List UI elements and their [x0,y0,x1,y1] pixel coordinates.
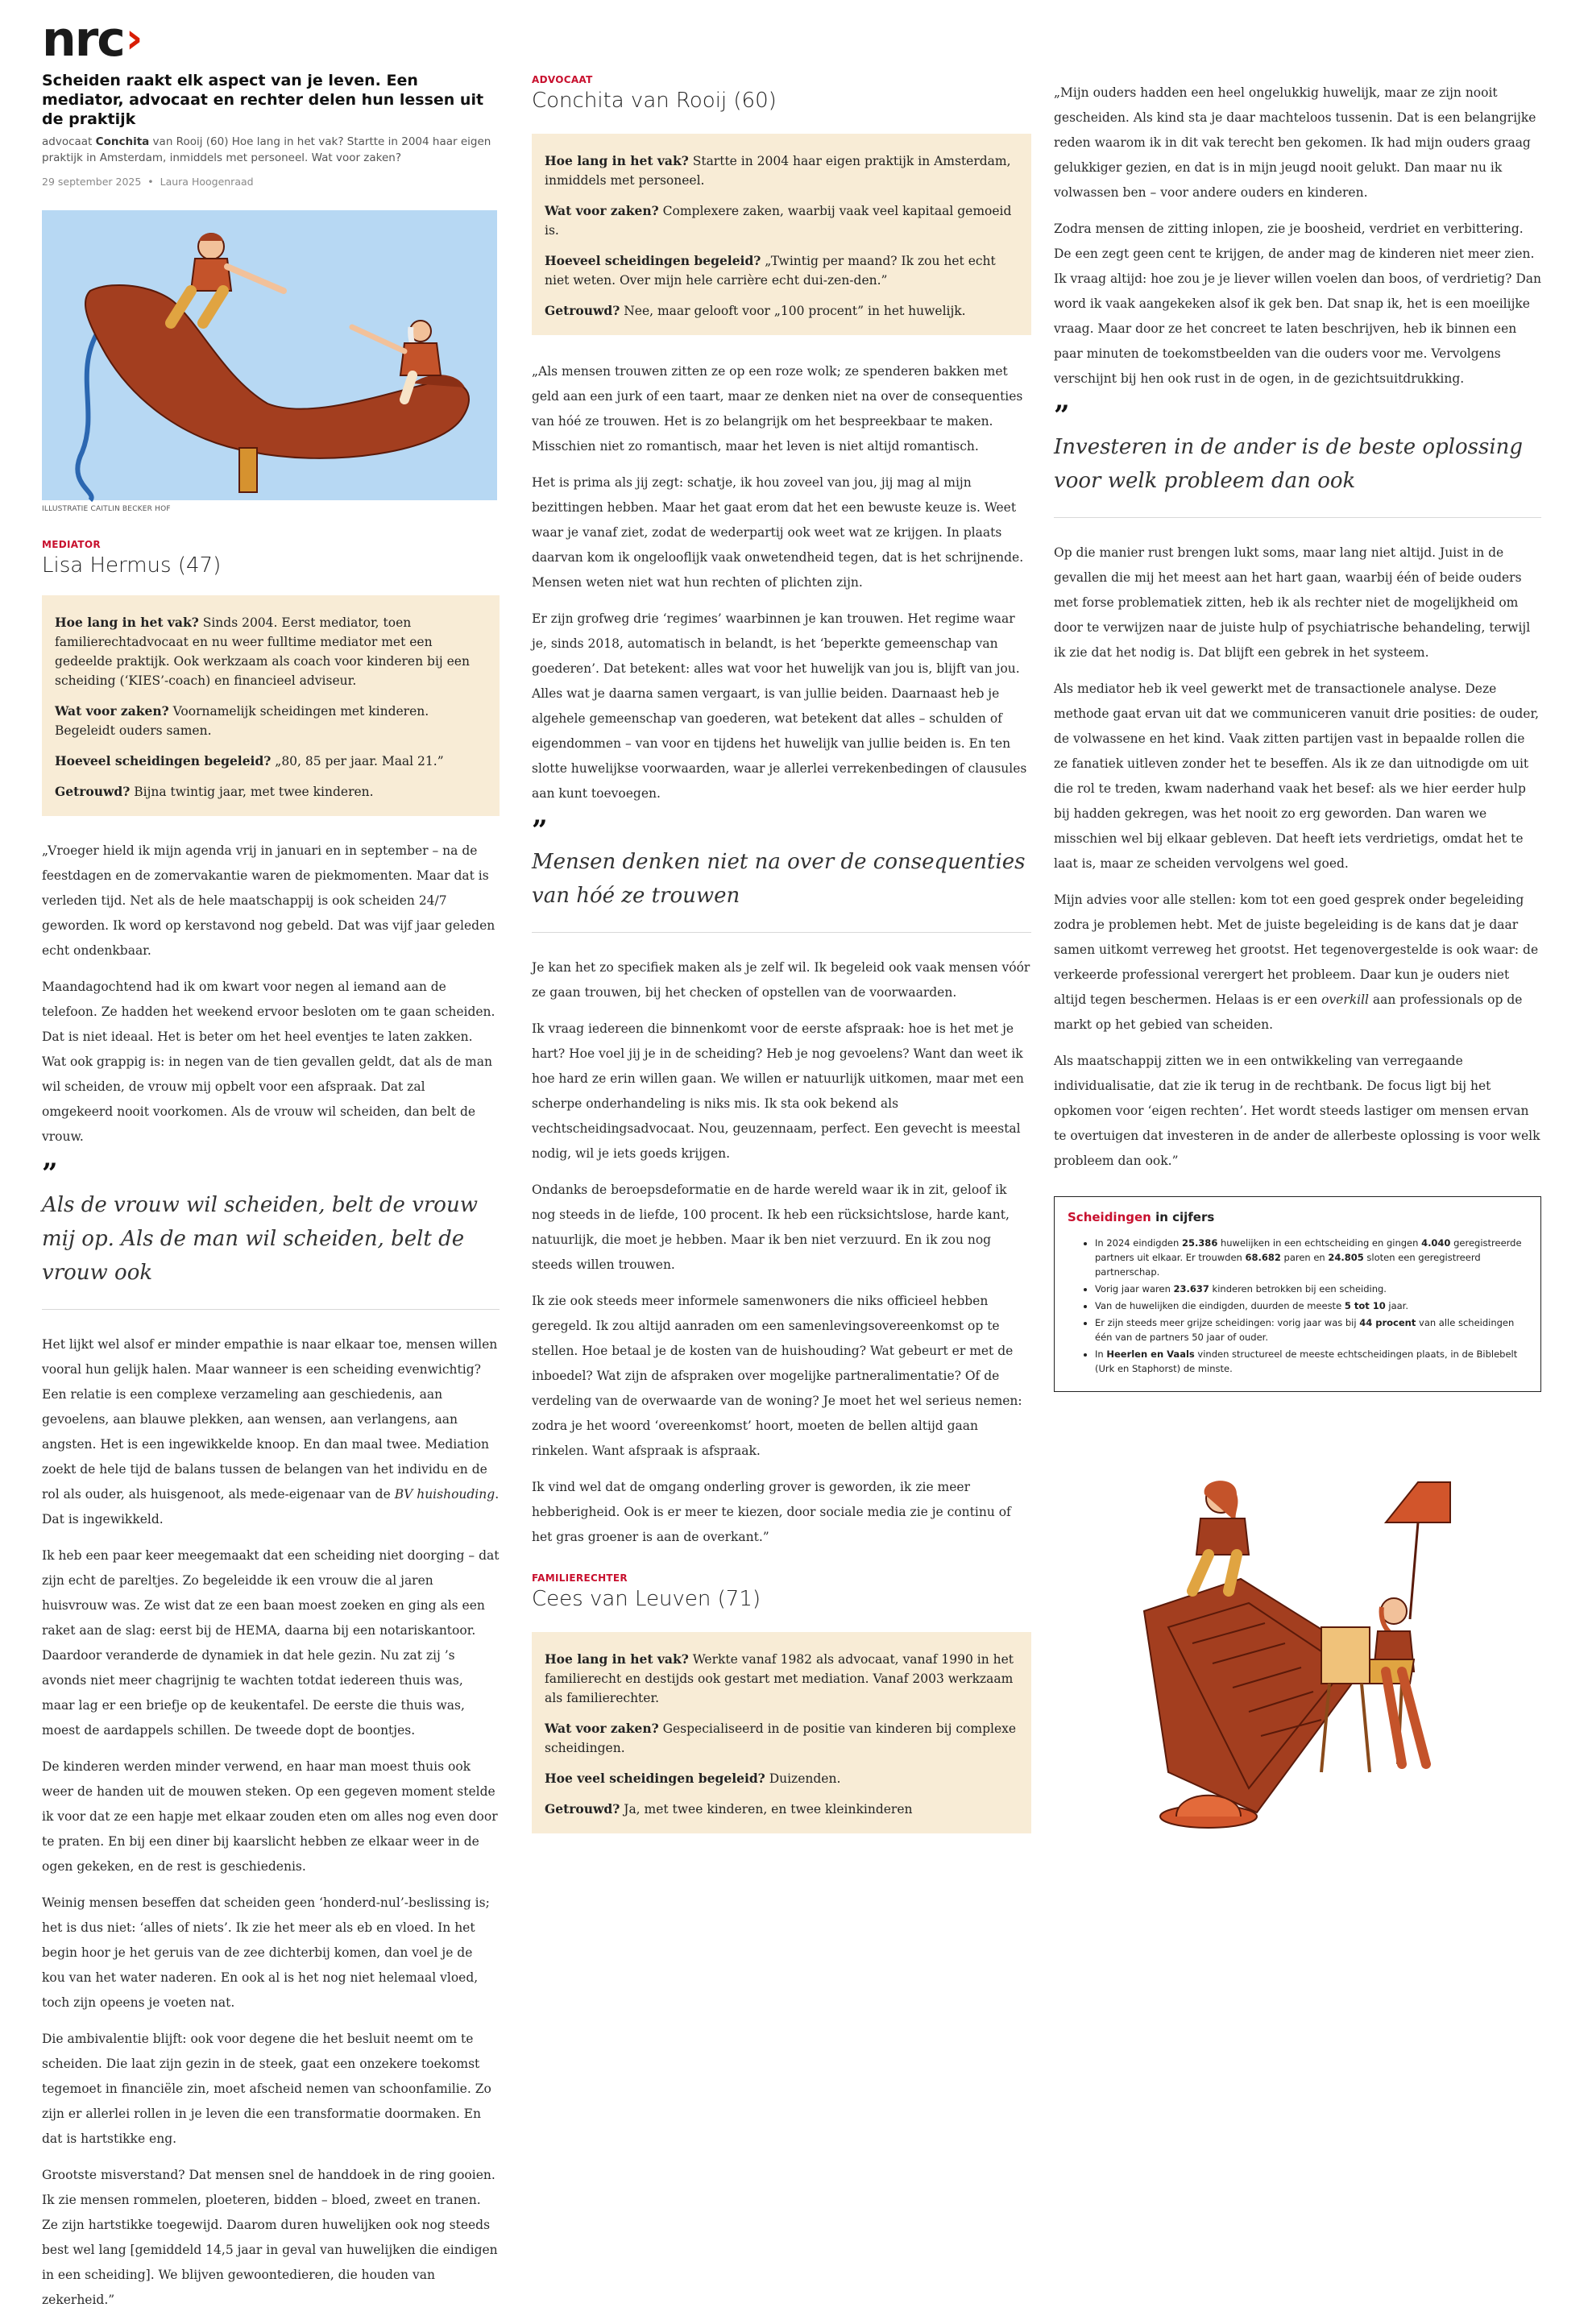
pull-quote-text: Als de vrouw wil scheiden, belt de vrouw mij op. Als de man wil scheiden, belt de vrouw ook [42,1193,478,1285]
fact-row [545,201,1018,240]
fact-row [55,752,487,771]
fact-row [545,1650,1018,1708]
telephone-seesaw-illustration [42,210,497,500]
rechter-kicker: FAMILIERECHTER [532,1572,628,1584]
rechter-pull-quote [1054,400,1541,518]
article-headline: Scheiden raakt elk aspect van je leven. Een mediator, advocaat en rechter delen hun lessen uit de praktijk [42,72,484,128]
article-illustration-telephone [42,210,497,500]
fact-answer: Startte in 2004 haar eigen praktijk in Amsterdam, inmiddels met personeel. [545,154,1011,188]
article-author[interactable]: Laura Hoogenraad [160,176,254,188]
fact-row [55,782,487,802]
mediator-body-a [42,839,500,1150]
paragraph: Grootste misverstand? Dat mensen snel de handdoek in de ring gooien. Ik zie mensen rommelen, ploeteren, bidden – bloed, zweet en tranen. Ze zijn hartstikke toegewijd. Daarom duren huwelijken ook nog steeds best wel lang [gemiddeld 14,5 jaar in geval van huwelijken die eindigen in een scheiding]. We blijven gewoontedieren, die houden van zekerheid.” [42,2168,498,2307]
fact-question: Wat voor zaken? [545,203,659,218]
fact-answer: Voornamelijk scheidingen met kinderen. Begeleidt ouders samen. [55,704,429,738]
fact-row [545,1719,1018,1758]
article-illustration-ladder [1080,1450,1515,1853]
fact-answer: Duizenden. [765,1771,841,1786]
article-date: 29 september 2025 [42,176,142,188]
pull-quote-text: Investeren in de ander is de beste oplossing voor welk probleem dan ook [1054,435,1524,493]
fact-row [545,151,1018,190]
intro-rest: van Rooij (60) Hoe lang in het vak? Startte in 2004 haar eigen praktijk in Amsterdam, inmiddels met personeel. Wat voor zaken? [42,135,491,164]
fact-answer: „80, 85 per jaar. Maal 21.” [271,754,444,768]
mediator-pull-quote [42,1158,500,1310]
paragraph: De kinderen werden minder verwend, en haar man moest thuis ook weer de handen uit de mouwen steken. Op een gegeven moment stelde ik voor dat ze een hapje met elkaar zouden eten om alles nog even door te praten. En bij een diner bij kaarslicht hebben ze elkaar weer in de ogen gekeken, en de rest is geschiedenis. [42,1759,498,1874]
paragraph: Ondanks de beroepsdeformatie en de harde wereld waar ik in zit, geloof ik nog steeds in de liefde, 100 procent. Ik heb een rücksichtslose, harde kant, natuurlijk, die moet je hebben. Maar ik ben niet verzuurd. En ik zou nog steeds willen trouwen. [532,1183,1010,1272]
paragraph-text: Mijn advies voor alle stellen: kom tot een goed gesprek onder begeleiding zodra je problemen hebt. Met de juiste begeleiding is de kans dat je daar samen uitkomt verreweg het grootst. Het tegenovergestelde is ook waar: de verkeerde professional verergert het probleem. Daar kun je ouders niet altijd tegen beschermen. Helaas is er een [1054,893,1539,1007]
paragraph: „Mijn ouders hadden een heel ongelukkig huwelijk, maar ze zijn nooit gescheiden. Als kind sta je daar machteloos tussenin. Dat is een belangrijke reden waarom ik in dit vak terecht ben gekomen. Ik had mijn ouders graag gelukkiger gezien, en dat is in mijn jeugd nooit gelukt. Dan maar nu ik volwassen ben – voor andere ouders en kinderen. [1054,85,1536,200]
quote-mark-icon: ” [1054,400,1070,432]
paragraph-tail: . Dat is ingewikkeld. [42,1487,500,1527]
paragraph: Er zijn grofweg drie ‘regimes’ waarbinnen je kan trouwen. Het regime waar je, sinds 2018, automatisch in belandt, is het ‘beperkte gemeenschap van goederen’. Dat betekent: alles wat voor het huwelijk van jou is, blijft van jou. Alles wat je daarna samen vergaart, is van jullie beiden. Daarnaast heb je algehele gemeenschap van goederen, wat betekent dat alles – schulden of eigendommen – van voor en tijdens het huwelijk van jullie beiden is. En ten slotte huwelijkse voorwaarden, waar je allerlei verrekenbedingen of clausules aan kunt toevoegen. [532,611,1027,801]
advocaat-name: Conchita van Rooij (60) [532,89,777,113]
fact-question: Hoe veel scheidingen begeleid? [545,1771,765,1786]
fact-question: Getrouwd? [545,1801,620,1817]
fact-question: Hoe lang in het vak? [545,153,689,168]
paragraph [42,1332,500,1532]
paragraph-text: Het lijkt wel alsof er minder empathie is naar elkaar toe, mensen willen vooral hun gelijk halen. Maar wanneer is een scheiding evenwichtig? Een relatie is een complexe verzameling aan geschiedenis, aan gevoelens, aan blauwe plekken, aan wensen, aan verlangens, aan angsten. Het is een ingewikkelde knoop. En dan maal twee. Mediation zoekt de hele tijd de balans tussen de belangen van het individu en de rol als ouder, als huisgenoot, als mede-eigenaar van de [42,1337,498,1502]
fact-row [55,702,487,740]
fact-row [545,1800,1018,1819]
mediator-facts-box [42,595,500,816]
paragraph: Het is prima als jij zegt: schatje, ik hou zoveel van jou, jij mag al mijn bezittingen hebben. Maar het gaat erom dat het een bewuste keuze is. Weet waar je vanaf ziet, zodat de wederpartij ook weet wat ze krijgen. In plaats daarvan kom ik ongelooflijk vaak onwetendheid tegen, dat is het schrijnende. Mensen weten niet wat hun rechten of plichten zijn. [532,475,1024,590]
paragraph-tail: aan professionals op de markt op het gebied van scheiden. [1054,992,1523,1032]
rechter-body-b [1054,541,1541,1174]
quote-mark-icon: ” [532,814,548,847]
paragraph: Op die manier rust brengen lukt soms, maar lang niet altijd. Juist in de gevallen die mij het meest aan het hart gaan, waarbij één of beide ouders met forse problematiek zitten, heb ik als rechter niet de mogelijkheid om door te verwijzen naar de juiste hulp of psychiatrische behandeling, terwijl ik zie dat het nodig is. Dat blijft een gebrek in het systeem. [1054,545,1531,660]
advocaat-body-a [532,359,1031,806]
list-item: • Van de huwelijken die eindigden, duurden de meeste 5 tot 10 jaar. [1095,1299,1528,1313]
list-item: • In Heerlen en Vaals vinden structureel de meeste echtscheidingen plaats, in de Biblebelt (Urk en Staphorst) de minste. [1095,1347,1528,1376]
paragraph: Ik vraag iedereen die binnenkomt voor de eerste afspraak: hoe is het met je hart? Hoe voel jij je in de scheiding? Heb je nog gevoelens? Want dan weet ik hoe hard ze erin willen gaan. We willen er natuurlijk uitkomen, maar met een scherpe onderhandeling is niks mis. Ik sta ook bekend als vechtscheidingsadvocaat. Nou, geuzennaam, perfect. Een gevecht is meestal nodig, wil je iets goeds krijgen. [532,1021,1024,1161]
logo-text: nrc [42,11,124,68]
image-credit: ILLUSTRATIE CAITLIN BECKER HOF [42,505,171,513]
fact-answer: „Twintig per maand? Ik zou het echt niet weten. Over mijn hele carrière echt dui-zen-den.” [545,254,996,288]
list-item: • In 2024 eindigden 25.386 huwelijken in een echtscheiding en gingen 4.040 geregistreerde partners uit elkaar. Er trouwden 68.682 paren en 24.805 sloten een geregistreerd partnerschap. [1095,1236,1528,1279]
fact-answer: Nee, maar gelooft voor „100 procent” in het huwelijk. [620,304,966,318]
paragraph: Maandagochtend had ik om kwart voor negen al iemand aan de telefoon. Ze hadden het weekend ervoor besloten om te gaan scheiden. Dat is niet ideaal. Het is beter om het heel eventjes te laten zakken. Wat ook grappig is: in negen van de tien gevallen geldt, dat als de man wil scheiden, de vrouw mij opbelt voor een afspraak. Dat zal omgekeerd nooit voorkomen. Als de vrouw wil scheiden, dan belt de vrouw. [42,980,495,1144]
rechter-facts-box [532,1632,1031,1833]
paragraph: Als mediator heb ik veel gewerkt met de transactionele analyse. Deze methode gaat ervan uit dat we communiceren vanuit drie posities: de ouder, de volwassene en het kind. Vaak zitten partijen vast in bepaalde rollen die ze fanatiek uitleven zonder het te beseffen. Als ik ze dan uitnodigde om uit die rol te treden, kwam naderhand vaak het besef: als we hier eerder hulp bij hadden gekregen, was het nooit zo erg geworden. Dan waren we misschien wel bij elkaar gebleven. Dat heeft iets verdrietigs, omdat het te laat is, maar ze scheiden vervolgens wel goed. [1054,681,1540,871]
fact-row [545,301,1018,321]
fact-answer: Bijna twintig jaar, met twee kinderen. [130,785,374,799]
paragraph: Je kan het zo specifiek maken als je zelf wil. Ik begeleid ook vaak mensen vóór ze gaan trouwen, bij het checken of opstellen van de voorwaarden. [532,960,1030,1000]
mediator-section [42,539,500,2313]
emphasis-text: BV huishouding [394,1487,495,1502]
fact-row [545,1769,1018,1788]
mediator-name: Lisa Hermus (47) [42,553,222,578]
advocaat-facts-box [532,134,1031,335]
advocaat-pull-quote [532,814,1031,933]
intro-name: Conchita [95,135,150,148]
fact-answer: Complexere zaken, waarbij vaak veel kapitaal gemoeid is. [545,204,1012,238]
paragraph: Als maatschappij zitten we in een ontwikkeling van verregaande individualisatie, dat zie ik terug in de rechtbank. De focus ligt bij het opkomen voor ‘eigen rechten’. Het wordt steeds lastiger om mensen ervan te overtuigen dat investeren in de ander de allerbeste oplossing is voor welk probleem dan ook.” [1054,1054,1540,1168]
fact-question: Hoe lang in het vak? [55,615,199,630]
fact-question: Wat voor zaken? [545,1721,659,1736]
scheidingen-factbox [1054,1196,1541,1392]
paragraph: Ik zie ook steeds meer informele samenwoners die niks officieel hebben geregeld. Ik zou altijd aanraden om een samenlevingsovereenkomst op te stellen. Hoe betaal je de kosten van de huishouding? Wat gebeurt er met de inboedel? Wat zijn de afspraken over mogelijke partneralimentatie? Of de verdeling van de overwaarde van de woning? Je moet het wel serieus nemen: zodra je het woord ‘overeenkomst’ hoort, moeten de bellen altijd gaan rinkelen. Want afspraak is afspraak. [532,1294,1022,1458]
emphasis-text: overkill [1321,992,1369,1007]
advocaat-kicker: ADVOCAAT [532,74,593,85]
paragraph [1054,888,1541,1038]
factbox-title [1068,1210,1528,1224]
paragraph: Ik heb een paar keer meegemaakt dat een scheiding niet doorging – dat zijn echt de pareltjes. Zo begeleidde ik een vrouw die al jaren huisvrouw was. Ze wist dat ze een baan moest zoeken en ging als een raket aan de slag: eerst bij de HEMA, daarna bij een notariskantoor. Daardoor veranderde de dynamiek in dat hele gezin. Nu zat zij ’s avonds niet meer chagrijnig te wachten totdat iedereen thuis was, maar lag er een briefje op de keukentafel. De eerste die thuis was, moest de aardappels schillen. De tweede dopt de boontjes. [42,1548,500,1738]
fact-answer: Werkte vanaf 1982 als advocaat, vanaf 1990 in het familierecht en destijds ook gestart met mediation. Vanaf 2003 werkzaam als familierechter. [545,1652,1014,1705]
fact-answer: Ja, met twee kinderen, en twee kleinkinderen [620,1802,913,1817]
nrc-logo[interactable] [42,11,141,68]
rechter-body-a [1054,81,1541,391]
paragraph: Die ambivalentie blijft: ook voor degene die het besluit neemt om te scheiden. Die laat zijn gezin in de steek, gaat een onzekere toekomst tegemoet in financiële zin, moet afscheid nemen van schoonfamilie. Zo zijn er allerlei rollen in je leven die een transformatie doormaken. En dat is hartstikke eng. [42,2032,491,2146]
factbox-title-highlight: Scheidingen [1068,1210,1151,1224]
fact-row [55,613,487,690]
fact-question: Hoeveel scheidingen begeleid? [55,753,272,768]
fact-question: Hoeveel scheidingen begeleid? [545,253,761,268]
fact-question: Getrouwd? [55,784,131,799]
quote-mark-icon: ” [42,1158,58,1190]
paragraph: „Vroeger hield ik mijn agenda vrij in januari en in september – na de feestdagen en de zomervakantie waren de piekmomenten. Maar dat is verleden tijd. Net als de hele maatschappij is ook scheiden 24/7 geworden. Ik word op kerstavond nog gebeld. Dat was vijf jaar geleden echt ondenkbaar. [42,843,495,958]
advocaat-body-b [532,955,1031,1550]
mediator-body-b [42,1332,500,2313]
fact-answer: Gespecialiseerd in de positie van kinderen bij complexe scheidingen. [545,1721,1017,1755]
rechter-section [532,1572,1031,1833]
paragraph: Zodra mensen de zitting inlopen, zie je boosheid, verdriet en verbittering. De een zegt geen cent te krijgen, de ander mag de kinderen niet meer zien. Ik vraag altijd: hoe zou je je liever willen voelen dan boos, of verdrietig? Dan word ik vaak aangekeken alsof ik gek ben. Dat snap ik, het is een moeilijke vraag. Maar door ze het concreet te laten beschrijven, heb ik binnen een paar minuten de toekomstbeelden van die ouders voor me. Vervolgens verschijnt bij hen ook rust in de ogen, in de gezichtsuitdrukking. [1054,222,1541,386]
list-item: • Vorig jaar waren 23.637 kinderen betrokken bij een scheiding. [1095,1282,1528,1296]
pull-quote-text: Mensen denken niet na over de consequenties van hóé ze trouwen [532,850,1026,908]
mediator-kicker: MEDIATOR [42,539,101,550]
logo-chevron-icon: › [125,14,142,63]
article-intro [42,134,500,166]
list-item: • Er zijn steeds meer grijze scheidingen: vorig jaar was bij 44 procent van alle scheidingen één van de partners 50 jaar of ouder. [1095,1315,1528,1344]
fact-question: Hoe lang in het vak? [545,1651,689,1667]
rechter-name: Cees van Leuven (71) [532,1587,761,1611]
fact-question: Getrouwd? [545,303,620,318]
ladder-chair-illustration [1080,1450,1515,1853]
factbox-list [1068,1236,1528,1376]
factbox-title-rest: in cijfers [1151,1210,1215,1224]
fact-row [545,251,1018,290]
paragraph: Ik vind wel dat de omgang onderling grover is geworden, ik zie meer hebberigheid. Ook is er meer te kiezen, door sociale media zie je continu of het gras groener is aan de overkant.” [532,1480,1011,1544]
paragraph: „Als mensen trouwen zitten ze op een roze wolk; ze spenderen bakken met geld aan een jurk of een taart, maar ze denken niet na over de consequenties van hóé ze trouwen. Het is zo belangrijk om het bespreekbaar te maken. Misschien niet zo romantisch, maar het leven is niet altijd romantisch. [532,364,1023,454]
article-meta: 29 september 2025 • Laura Hoogenraad [42,176,254,188]
intro-prefix: advocaat [42,135,96,148]
paragraph: Weinig mensen beseffen dat scheiden geen ‘honderd-nul’-beslissing is; het is dus niet: ‘alles of niets’. Ik zie het meer als eb en vloed. In het begin hoor je het geruis van de zee dichterbij komen, dan voel je de kou van het water naderen. En ook al is het nog niet helemaal vloed, toch zijn opeens je voeten nat. [42,1895,490,2010]
fact-answer: Sinds 2004. Eerst mediator, toen familierechtadvocaat en nu weer fulltime mediator met een gedeelde praktijk. Ook werkzaam als coach voor kinderen bij een scheiding (‘KIES’-coach) en financieel adviseur. [55,615,470,688]
fact-question: Wat voor zaken? [55,703,169,719]
